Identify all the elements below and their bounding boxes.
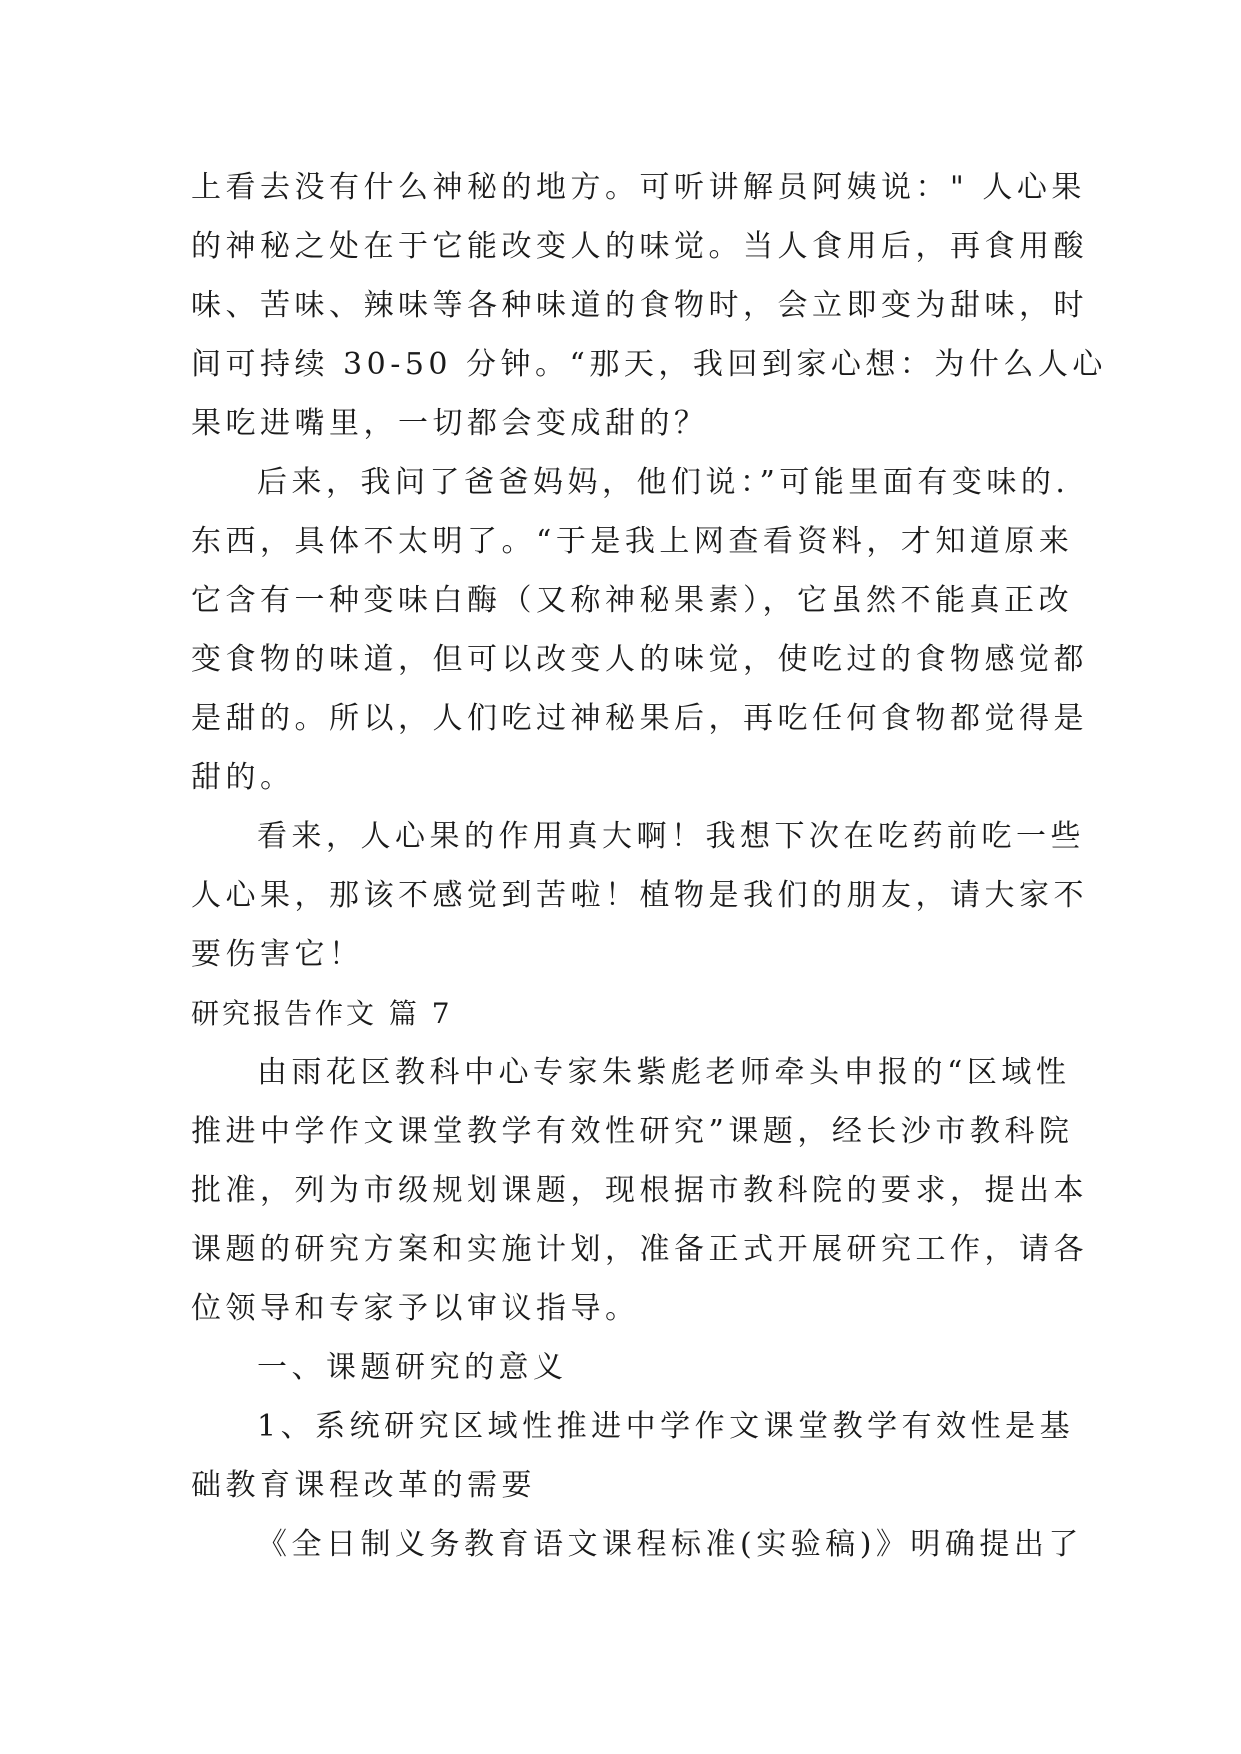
- text-line: 后来，我问了爸爸妈妈，他们说：”可能里面有变味的.: [257, 465, 1070, 500]
- text-line: 《全日制义务教育语文课程标准(实验稿)》明确提出了: [257, 1527, 1083, 1562]
- text-line: 推进中学作文课堂教学有效性研究”课题，经长沙市教科院: [191, 1114, 1074, 1149]
- text-line: 课题的研究方案和实施计划，准备正式开展研究工作，请各: [191, 1232, 1088, 1267]
- text-line: 批准，列为市级规划课题，现根据市教科院的要求，提出本: [191, 1173, 1088, 1208]
- text-line: 由雨花区教科中心专家朱紫彪老师牵头申报的“区域性: [257, 1055, 1071, 1090]
- text-line: 东西，具体不太明了。“于是我上网查看资料，才知道原来: [191, 524, 1074, 559]
- text-line: 它含有一种变味白酶（又称神秘果素），它虽然不能真正改: [191, 583, 1073, 618]
- text-line: 的神秘之处在于它能改变人的味觉。当人食用后，再食用酸: [191, 229, 1088, 264]
- text-line: 是甜的。所以，人们吃过神秘果后，再吃任何食物都觉得是: [191, 701, 1088, 736]
- text-line: 看来，人心果的作用真大啊！我想下次在吃药前吃一些: [257, 819, 1085, 854]
- section-heading: 研究报告作文 篇 7: [191, 997, 453, 1030]
- text-line: 1、系统研究区域性推进中学作文课堂教学有效性是基: [257, 1409, 1075, 1444]
- text-line: 果吃进嘴里，一切都会变成甜的？: [191, 406, 709, 441]
- text-line: 味、苦味、辣味等各种味道的食物时，会立即变为甜味，时: [191, 288, 1088, 323]
- text-line: 间可持续 30-50 分钟。“那天，我回到家心想：为什么人心: [191, 347, 1107, 382]
- document-body: [191, 158, 1107, 1574]
- text-line: 人心果，那该不感觉到苦啦！植物是我们的朋友，请大家不: [191, 878, 1088, 913]
- text-line: 变食物的味道，但可以改变人的味觉，使吃过的食物感觉都: [191, 642, 1088, 677]
- subsection-heading: 一、课题研究的意义: [257, 1350, 568, 1385]
- text-line: 甜的。: [191, 760, 295, 795]
- text-line: 础教育课程改革的需要: [191, 1468, 536, 1503]
- text-line: 要伤害它！: [191, 937, 364, 972]
- text-line: 位领导和专家予以审议指导。: [191, 1291, 640, 1326]
- text-line: 上看去没有什么神秘的地方。可听讲解员阿姨说：" 人心果: [191, 170, 1086, 205]
